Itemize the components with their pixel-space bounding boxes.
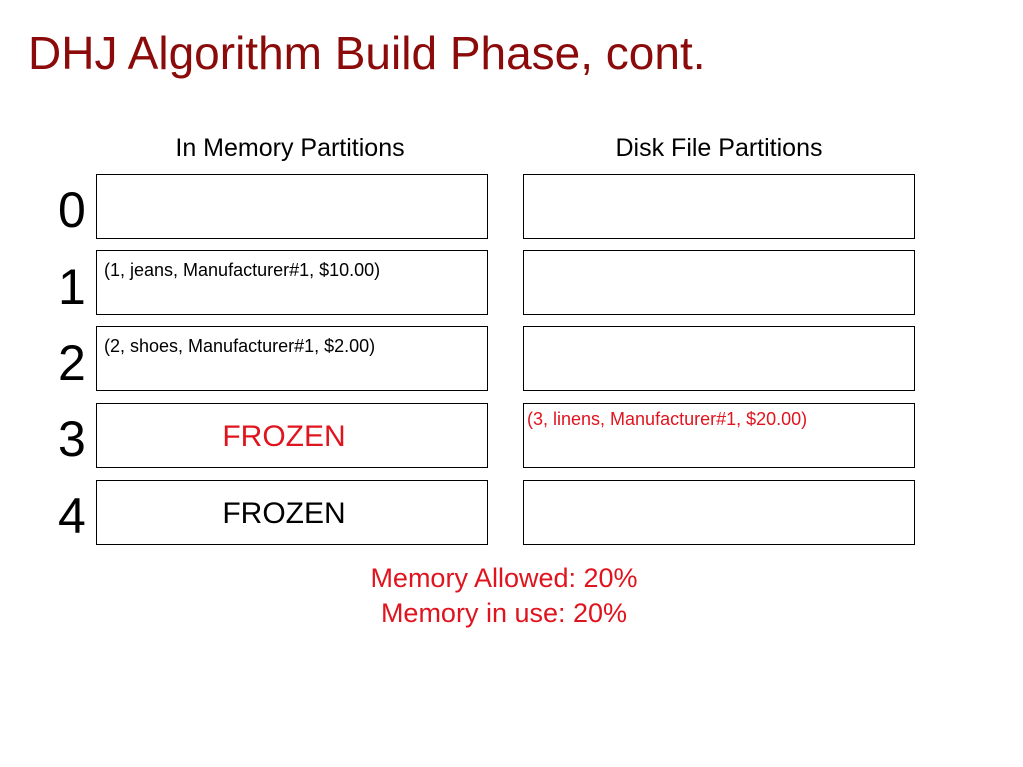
memory-partition-0 xyxy=(96,174,488,239)
disk-partition-3 xyxy=(523,403,915,468)
partition-index-3: 3 xyxy=(58,411,86,467)
partition-index-4: 4 xyxy=(58,488,86,544)
memory-partitions-heading: In Memory Partitions xyxy=(175,134,405,162)
memory-partition-3-frozen: FROZEN xyxy=(222,420,346,453)
memory-partition-1-record: (1, jeans, Manufacturer#1, $10.00) xyxy=(104,260,381,280)
memory-partition-4 xyxy=(96,480,488,545)
disk-partitions-heading: Disk File Partitions xyxy=(615,134,823,162)
disk-partition-1 xyxy=(523,250,915,315)
partition-index-2: 2 xyxy=(58,335,86,391)
partition-index-1: 1 xyxy=(58,259,86,315)
memory-partition-2-record: (2, shoes, Manufacturer#1, $2.00) xyxy=(104,336,376,356)
memory-allowed-label: Memory Allowed: 20% xyxy=(370,563,638,593)
memory-partition-2 xyxy=(96,326,488,391)
memory-in-use-label: Memory in use: 20% xyxy=(380,598,628,628)
memory-partition-4-frozen: FROZEN xyxy=(222,497,346,530)
disk-partition-0 xyxy=(523,174,915,239)
disk-partition-3-record: (3, linens, Manufacturer#1, $20.00) xyxy=(527,409,808,429)
partition-index-0: 0 xyxy=(58,182,86,238)
memory-partition-3 xyxy=(96,403,488,468)
slide-title: DHJ Algorithm Build Phase, cont. xyxy=(28,27,706,79)
memory-partition-1 xyxy=(96,250,488,315)
disk-partition-4 xyxy=(523,480,915,545)
disk-partition-2 xyxy=(523,326,915,391)
